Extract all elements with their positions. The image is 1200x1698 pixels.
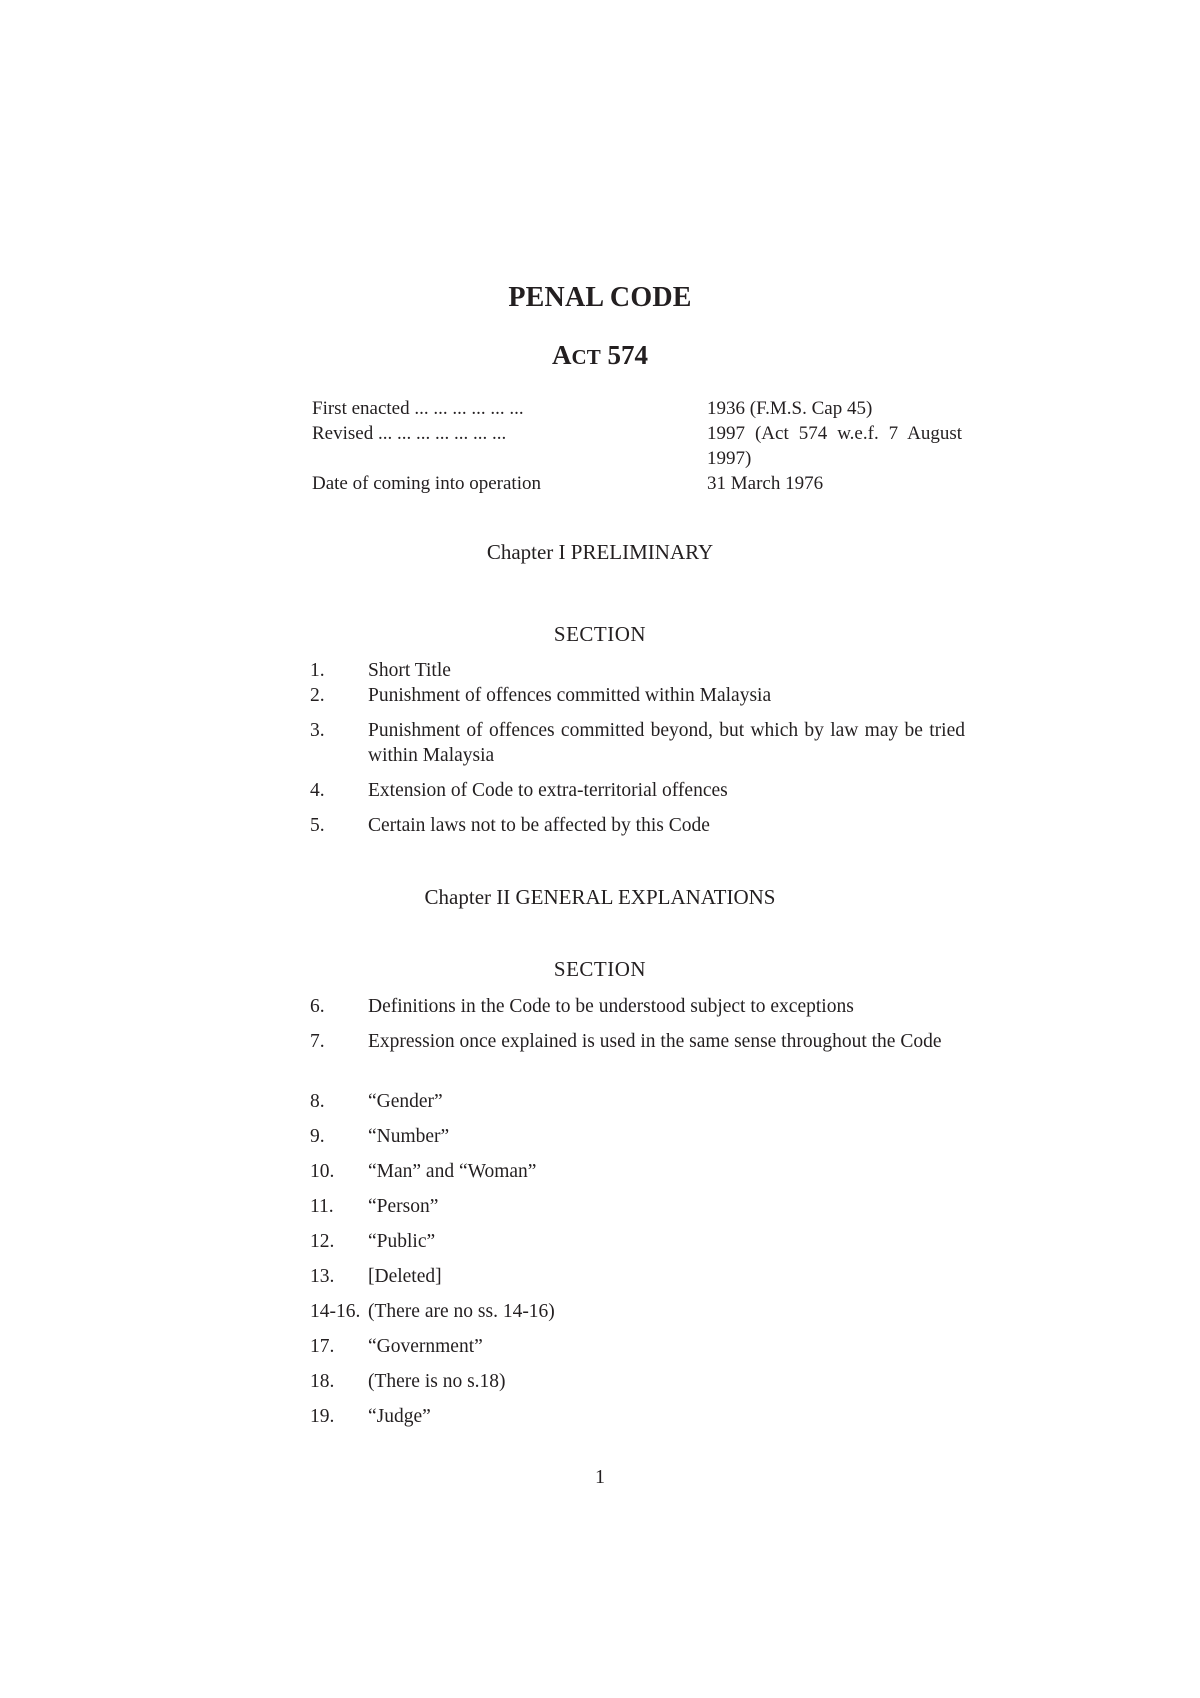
list-item (310, 1159, 965, 1194)
list-item (310, 778, 965, 813)
section-title: Punishment of offences committed within Malaysia (368, 685, 772, 706)
act-number: 574 (607, 340, 648, 370)
act-number-heading (0, 340, 1200, 371)
list-item (310, 683, 965, 718)
section-number: 8. (310, 1091, 325, 1112)
section-number: 11. (310, 1196, 334, 1217)
meta-label: First enacted ... ... ... ... ... ... (312, 398, 524, 419)
meta-value: 31 March 1976 (707, 473, 824, 494)
section-title: “Person” (368, 1196, 439, 1217)
list-item (310, 1264, 965, 1299)
list-item (310, 1089, 965, 1124)
section-title: “Gender” (368, 1091, 443, 1112)
section-title: “Man” and “Woman” (368, 1161, 537, 1182)
meta-row-first-enacted (312, 396, 962, 421)
section-title: Short Title (368, 660, 451, 681)
section-title: “Number” (368, 1126, 450, 1147)
list-item (310, 1369, 965, 1404)
section-number: 7. (310, 1031, 325, 1052)
section-label: SECTION (553, 957, 647, 981)
section-title: Punishment of offences committed beyond, but which by law may be tried within Malaysia (368, 720, 965, 766)
section-title: (There are no ss. 14-16) (368, 1301, 555, 1322)
section-number: 10. (310, 1161, 335, 1182)
section-list (310, 658, 965, 838)
section-number: 17. (310, 1336, 335, 1357)
act-first-letter: A (552, 340, 572, 370)
list-item (310, 1404, 965, 1439)
section-title: “Government” (368, 1336, 483, 1357)
section-title: (There is no s.18) (368, 1371, 506, 1392)
chapter-heading: Chapter II GENERAL EXPLANATIONS (424, 885, 776, 909)
section-number: 3. (310, 720, 325, 741)
meta-value: 1936 (F.M.S. Cap 45) (707, 398, 873, 419)
meta-label: Date of coming into operation (312, 473, 541, 494)
section-number: 1. (310, 660, 325, 681)
act-small-caps: CT (571, 345, 601, 369)
section-title: [Deleted] (368, 1266, 442, 1287)
list-item (310, 813, 965, 838)
section-title: Expression once explained is used in the same sense throughout the Code (368, 1031, 942, 1052)
section-number: 19. (310, 1406, 335, 1427)
section-number: 14-16. (310, 1301, 361, 1322)
list-item (310, 1229, 965, 1264)
section-title: Definitions in the Code to be understood subject to exceptions (368, 996, 854, 1017)
section-number: 5. (310, 815, 325, 836)
section-title: Extension of Code to extra-territorial offences (368, 780, 728, 801)
meta-label: Revised ... ... ... ... ... ... ... (312, 423, 507, 444)
section-number: 12. (310, 1231, 335, 1252)
section-number: 13. (310, 1266, 335, 1287)
section-number: 9. (310, 1126, 325, 1147)
section-list (310, 994, 965, 1439)
list-item (310, 1299, 965, 1334)
meta-row-coming-into-operation (312, 471, 962, 496)
chapter-heading: Chapter I PRELIMINARY (486, 540, 714, 564)
section-number: 4. (310, 780, 325, 801)
section-title: “Public” (368, 1231, 436, 1252)
list-item (310, 1029, 965, 1089)
meta-value: 1997 (Act 574 w.e.f. 7 August 1997) (707, 423, 962, 469)
document-title: PENAL CODE (508, 282, 692, 313)
list-item (310, 718, 965, 778)
list-item (310, 1194, 965, 1229)
list-item (310, 1124, 965, 1159)
section-label: SECTION (553, 622, 647, 646)
section-number: 18. (310, 1371, 335, 1392)
page-number: 1 (595, 1466, 605, 1488)
section-title: “Judge” (368, 1406, 431, 1427)
section-number: 2. (310, 685, 325, 706)
meta-row-revised (312, 421, 962, 471)
enactment-details (312, 396, 962, 496)
list-item (310, 1334, 965, 1369)
section-number: 6. (310, 996, 325, 1017)
list-item (310, 994, 965, 1029)
list-item (310, 658, 965, 683)
section-title: Certain laws not to be affected by this Code (368, 815, 710, 836)
